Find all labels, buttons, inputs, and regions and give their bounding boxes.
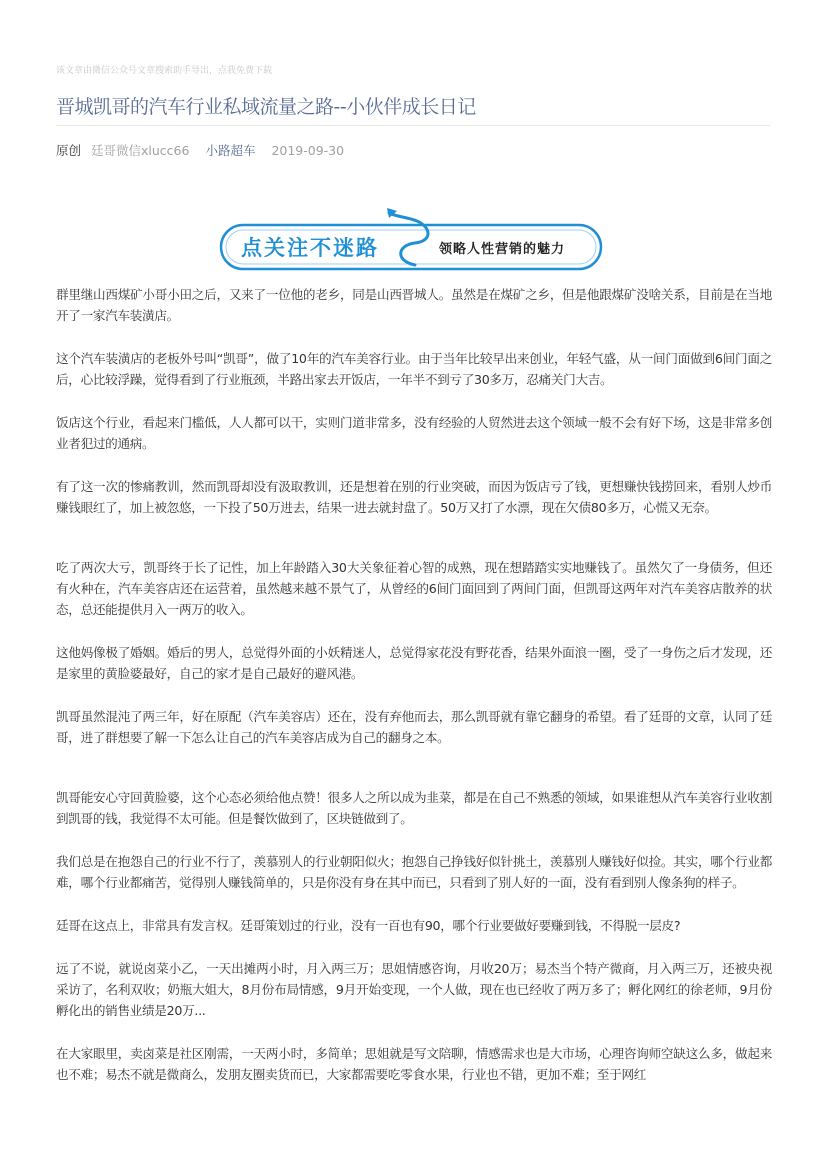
publish-date: 2019-09-30 (271, 143, 345, 158)
export-notice-link[interactable]: 该文章由微信公众号文章搜索助手导出，点我免费下载 (56, 66, 273, 76)
paragraph: 廷哥在这点上，非常具有发言权。廷哥策划过的行业，没有一百也有90，哪个行业要做好要赚到钱，不得脱一层皮? (56, 918, 681, 933)
banner-side-text: 领略人性营销的魅力 (439, 242, 566, 257)
paragraph: 饭店这个行业，看起来门槛低，人人都可以干，实则门道非常多，没有经验的人贸然进去这个领域一般不会有好下场，这是非常多创业者犯过的通病。 (56, 415, 772, 451)
paragraph: 有了这一次的惨痛教训，然而凯哥却没有汲取教训，还是想着在别的行业突破，而因为饭店亏了钱，更想赚快钱捞回来，看别人炒币赚钱眼红了，加上被忽悠，一下投了50万进去，结果一进去就封盘了。50万又打了水漂，现在欠债80多万，心慌又无奈。 (56, 479, 772, 515)
paragraph: 凯哥虽然混沌了两三年，好在原配（汽车美容店）还在，没有弃他而去，那么凯哥就有靠它翻身的希望。看了廷哥的文章，认同了廷哥，进了群想要了解一下怎么让自己的汽车美容店成为自己的翻身之本。 (56, 709, 772, 745)
paragraph: 这他妈像极了婚姻。婚后的男人，总觉得外面的小妖精迷人，总觉得家花没有野花香，结果外面浪一圈，受了一身伤之后才发现，还是家里的黄脸婆最好，自己的家才是自己最好的避风港。 (56, 645, 772, 681)
paragraph: 我们总是在抱怨自己的行业不行了，羡慕别人的行业朝阳似火；抱怨自己挣钱好似针挑土，羡慕别人赚钱好似捡。其实，哪个行业都难，哪个行业都痛苦，觉得别人赚钱简单的，只是你没有身在其中而已，只看到了别人好的一面，没有看到别人像条狗的样子。 (56, 854, 772, 890)
article-body (56, 284, 772, 1085)
article-title: 晋城凯哥的汽车行业私域流量之路--小伙伴成长日记 (56, 96, 476, 118)
paragraph: 吃了两次大亏，凯哥终于长了记性，加上年龄踏入30大关象征着心智的成熟，现在想踏踏实实地赚钱了。虽然欠了一身债务，但还有火种在，汽车美容店还在运营着，虽然越来越不景气了，从曾经的6间门面回到了两间门面，但凯哥这两年对汽车美容店散养的状态，总还能提供月入一两万的收入。 (56, 560, 772, 617)
paragraph: 群里继山西煤矿小哥小田之后，又来了一位他的老乡，同是山西晋城人。虽然是在煤矿之乡，但是他跟煤矿没啥关系，目前是在当地开了一家汽车装潢店。 (56, 287, 772, 323)
account-name-link[interactable]: 小路超车 (205, 143, 256, 158)
article-meta (56, 141, 344, 159)
paragraph: 这个汽车装潢店的老板外号叫“凯哥”，做了10年的汽车美容行业。由于当年比较早出来创业，年轻气盛，从一间门面做到6间门面之后，心比较浮躁，觉得看到了行业瓶颈，半路出家去开饭店，一年半不到亏了30多万，忍痛关门大吉。 (56, 351, 772, 387)
banner-main-text: 点关注不迷路 (241, 236, 379, 260)
paragraph: 远了不说，就说卤菜小乙，一天出摊两小时，月入两三万；思姐情感咨询，月收20万；易杰当个特产微商，月入两三万，还被央视采访了，名利双收；奶瓶大姐大，8月份布局情感，9月开始变现，一个人做，现在也已经收了两万多了；孵化网红的徐老师，9月份孵化出的销售业绩是20万... (56, 961, 772, 1018)
author-name: 廷哥微信xlucc66 (91, 143, 190, 158)
follow-banner (219, 205, 603, 271)
original-label: 原创 (56, 143, 82, 158)
paragraph: 凯哥能安心守回黄脸婆，这个心态必须给他点赞！很多人之所以成为韭菜，都是在自己不熟悉的领域，如果谁想从汽车美容行业收割到凯哥的钱，我觉得不太可能。但是餐饮做到了，区块链做到了。 (56, 790, 772, 826)
title-divider (56, 125, 770, 126)
paragraph: 在大家眼里，卖卤菜是社区刚需，一天两小时，多简单；思姐就是写文陪聊，情感需求也是大市场，心理咨询师空缺这么多，做起来也不难；易杰不就是微商么，发朋友圈卖货而已，大家都需要吃零食水果，行业也不错，更加不难；至于网红 (56, 1046, 772, 1082)
